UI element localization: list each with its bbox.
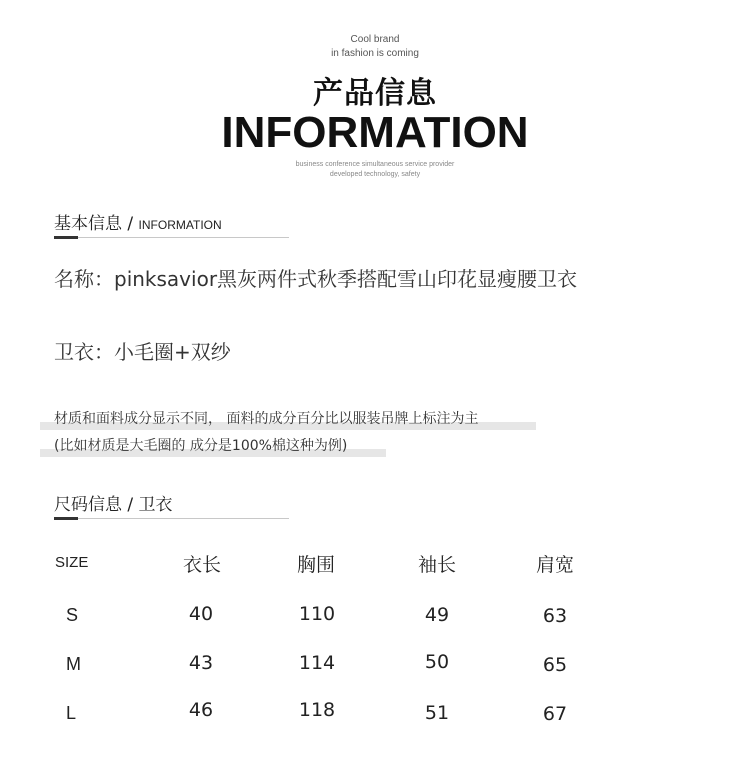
table-cell-shoulder: 63 [542, 605, 568, 627]
size-table-header-sleeve: 袖长 [417, 554, 456, 576]
size-table-header-size: SIZE [55, 554, 89, 571]
size-info-heading: 尺码信息 / 卫衣 [54, 495, 173, 515]
table-cell-sleeve: 49 [424, 604, 450, 626]
brand-tagline-1: Cool brand [350, 34, 400, 45]
size-table-header-length: 衣长 [182, 554, 221, 576]
basic-info-heading [54, 209, 222, 234]
basic-info-rule [54, 237, 289, 238]
size-table-header-chest: 胸围 [296, 554, 335, 576]
table-cell-chest: 114 [298, 652, 336, 674]
table-cell-shoulder: 65 [542, 654, 568, 676]
table-cell-length: 40 [188, 603, 214, 625]
table-cell-length: 43 [188, 652, 214, 674]
table-row-size: L [66, 703, 77, 723]
product-name-line: 名称：pinksavior黑灰两件式秋季搭配雪山印花显瘦腰卫衣 [54, 267, 578, 291]
size-info-rule [54, 518, 289, 519]
table-cell-length: 46 [188, 699, 214, 721]
note-line-1: 材质和面料成分显示不同， 面料的成分百分比以服装吊牌上标注为主 [54, 411, 479, 427]
basic-info-heading-en: INFORMATION [138, 218, 222, 232]
table-row-size: M [66, 654, 81, 674]
table-cell-sleeve: 50 [424, 651, 450, 673]
header-subline-1: business conference simultaneous service provider [295, 161, 455, 168]
table-cell-chest: 118 [298, 699, 336, 721]
table-cell-chest: 110 [298, 603, 336, 625]
table-row-size: S [66, 605, 79, 625]
size-table-header-shoulder: 肩宽 [535, 554, 574, 576]
page-title-cn: 产品信息 [313, 76, 437, 111]
brand-tagline-2: in fashion is coming [331, 48, 419, 59]
table-cell-shoulder: 67 [542, 703, 568, 725]
header-subline-2: developed technology, safety [329, 171, 421, 178]
basic-info-heading-cn: 基本信息 / [54, 214, 139, 234]
note-line-2: (比如材质是大毛圈的 成分是100%棉这种为例) [54, 438, 348, 454]
page-title-en: INFORMATION [221, 108, 529, 157]
table-cell-sleeve: 51 [424, 702, 450, 724]
fabric-line: 卫衣：小毛圈+双纱 [54, 340, 231, 364]
size-info-rule-accent [54, 517, 78, 520]
basic-info-rule-accent [54, 236, 78, 239]
